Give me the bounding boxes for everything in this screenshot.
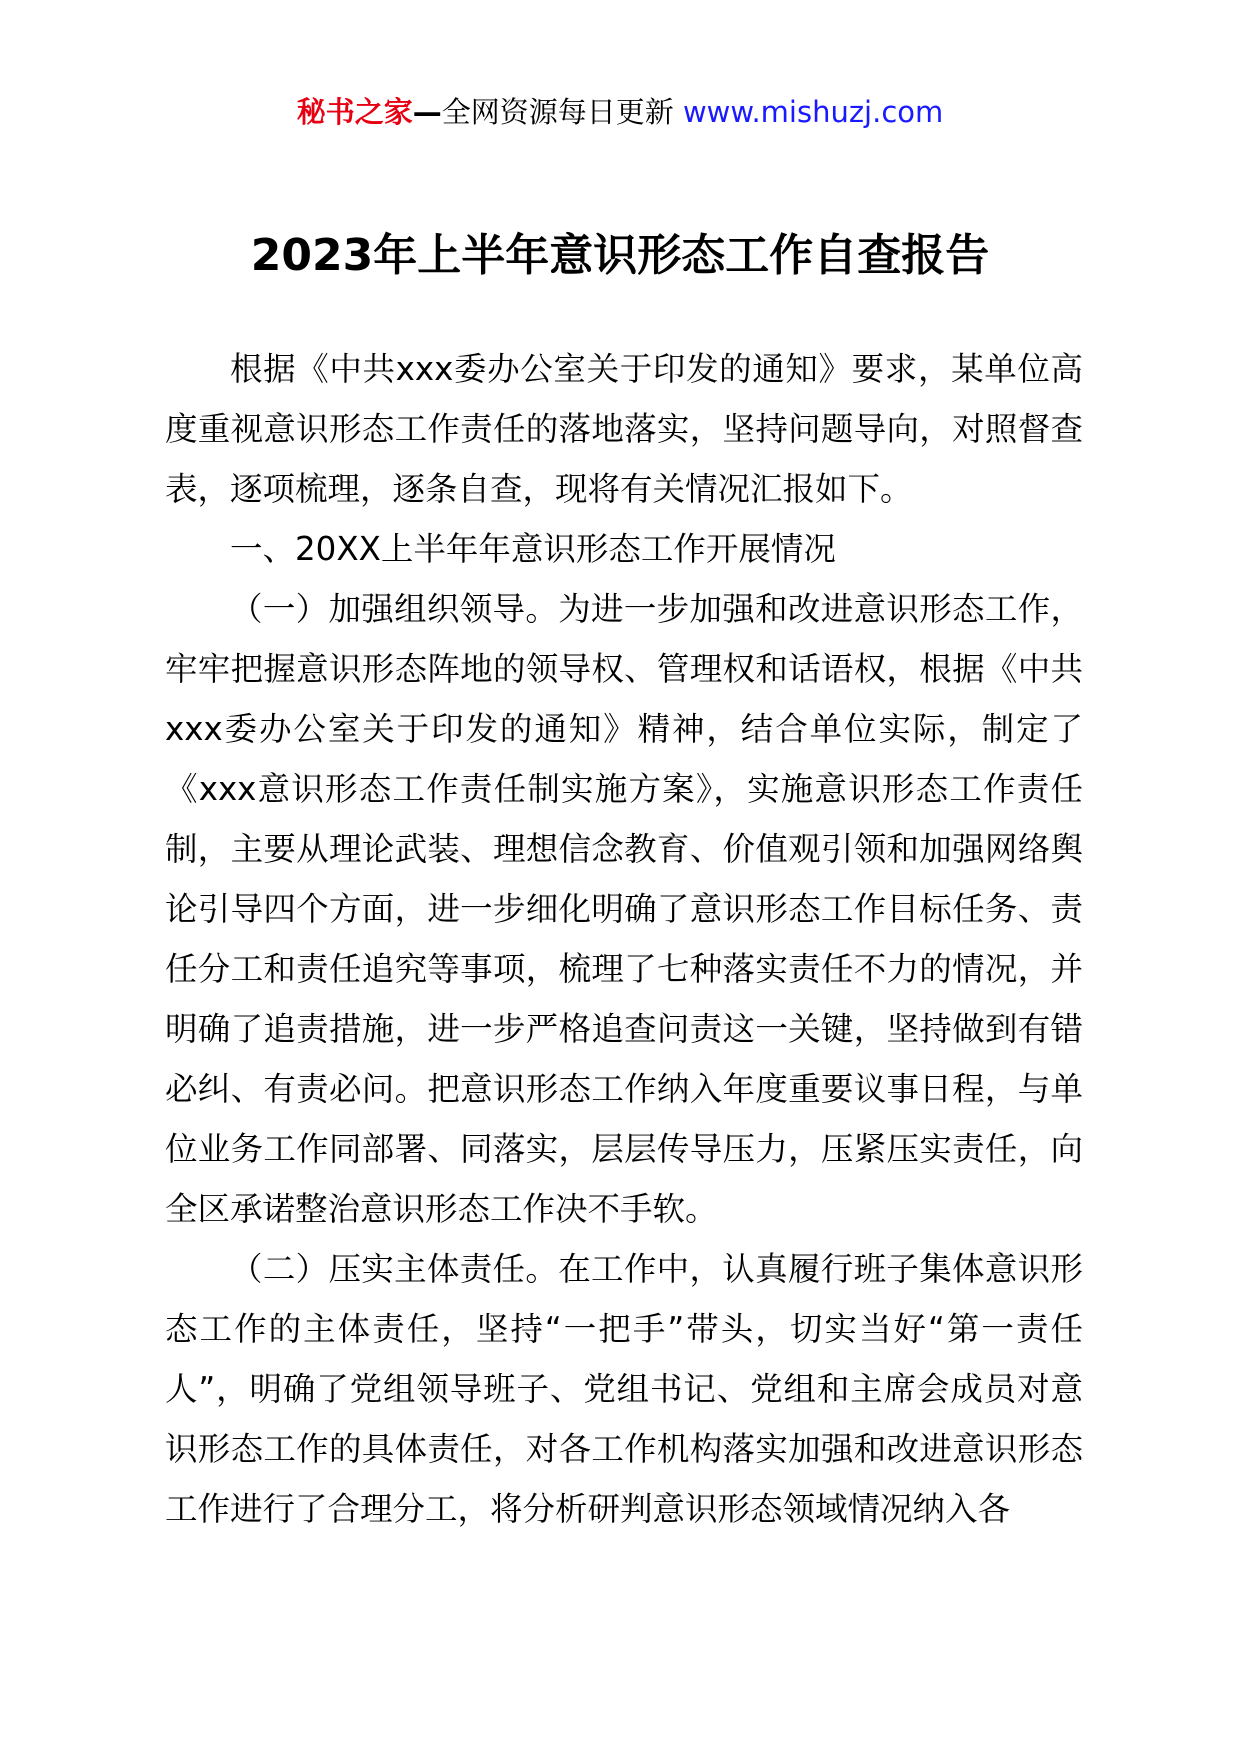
body-paragraph: （一）加强组织领导。为进一步加强和改进意识形态工作，牢牢把握意识形态阵地的领导权、管理权和话语权，根据《中共xxx委办公室关于印发的通知》精神，结合单位实际，制定了《xxx意识形态工作责任制实施方案》，实施意识形态工作责任制，主要从理论武装、理想信念教育、价值观引领和加强网络舆论引导四个方面，进一步细化明确了意识形态工作目标任务、责任分工和责任追究等事项，梳理了七种落实责任不力的情况，并明确了追责措施，进一步严格追查问责这一关键，坚持做到有错必纠、有责必问。把意识形态工作纳入年度重要议事日程，与单位业务工作同部署、同落实，层层传导压力，压紧压实责任，向全区承诺整治意识形态工作决不手软。 (165, 590, 1083, 1228)
body-paragraph: （二）压实主体责任。在工作中，认真履行班子集体意识形态工作的主体责任，坚持“一把手”带头，切实当好“第一责任人”，明确了党组领导班子、党组书记、党组和主席会成员对意识形态工作的具体责任，对各工作机构落实加强和改进意识形态工作进行了合理分工，将分析研判意识形态领域情况纳入各 (165, 1250, 1083, 1528)
section-heading: 一、20XX上半年年意识形态工作开展情况 (230, 530, 836, 568)
document-body (165, 339, 1083, 1539)
header-dash: — (412, 95, 442, 129)
site-header (0, 92, 1240, 132)
document-title: 2023年上半年意识形态工作自查报告 (250, 230, 990, 281)
header-slogan: 全网资源每日更新 (441, 95, 674, 129)
brand-name: 秘书之家 (296, 95, 413, 129)
intro-paragraph: 根据《中共xxx委办公室关于印发的通知》要求，某单位高度重视意识形态工作责任的落地落实，坚持问题导向，对照督查表，逐项梳理，逐条自查，现将有关情况汇报如下。 (165, 350, 1083, 508)
site-url-link[interactable]: www.mishuzj.com (682, 95, 944, 129)
